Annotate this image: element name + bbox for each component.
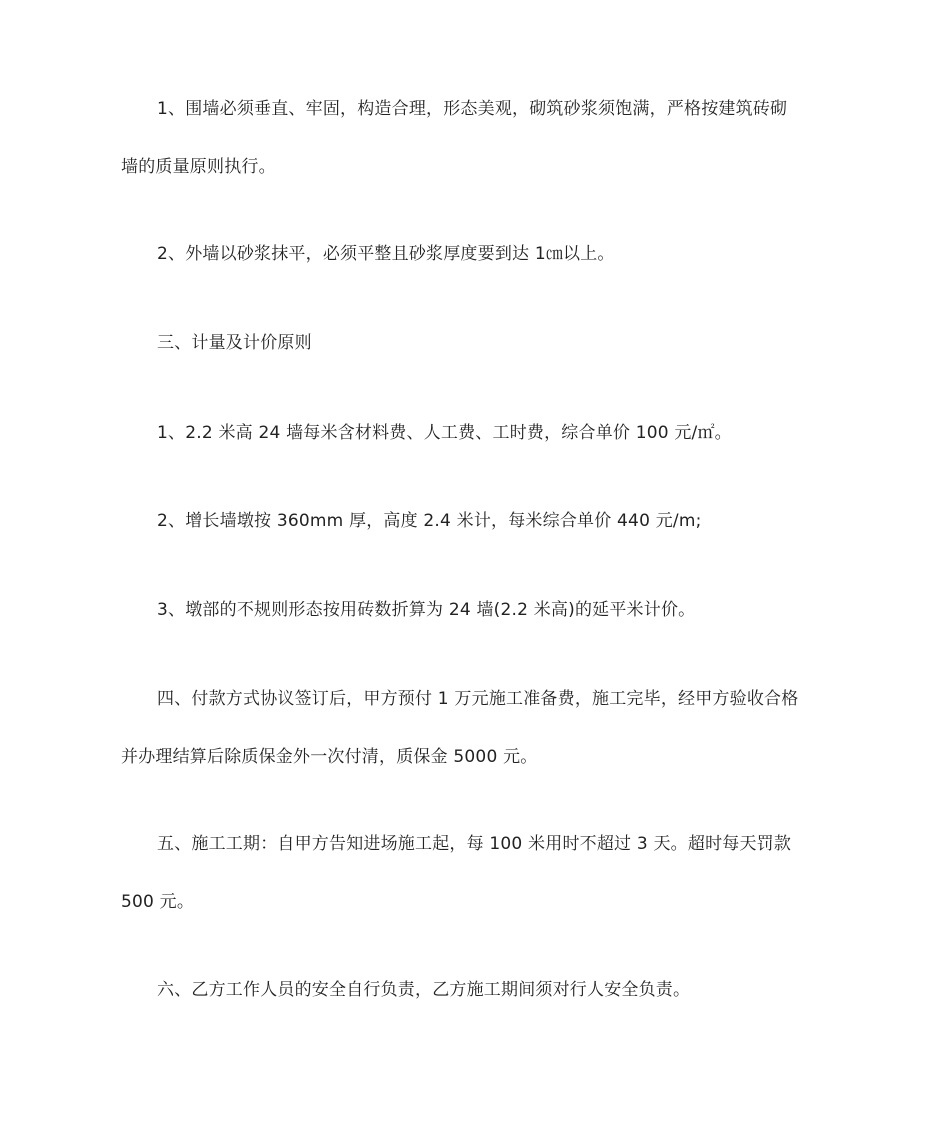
paragraph-line: 2、外墙以砂浆抹平，必须平整且砂浆厚度要到达 1㎝以上。 [157,244,615,264]
paragraph-line: 墙的质量原则执行。 [121,157,276,177]
paragraph-unit-price [121,404,833,462]
paragraph-line: 1、2.2 米高 24 墙每米含材料费、人工费、工时费，综合单价 100 元/㎡。 [157,423,732,443]
paragraph-construction-period [121,815,833,931]
paragraph-payment [121,670,833,786]
paragraph-line: 2、增长墙墩按 360mm 厚，高度 2.4 米计，每米综合单价 440 元/m; [157,511,702,531]
paragraph-line: 1、围墙必须垂直、牢固，构造合理，形态美观，砌筑砂浆须饱满，严格按建筑砖砌 [157,99,788,119]
section-heading-pricing [121,314,833,372]
paragraph-line: 3、墩部的不规则形态按用砖数折算为 24 墙(2.2 米高)的延平米计价。 [157,600,696,620]
paragraph-pier-price [121,492,833,550]
paragraph-safety [121,961,833,1019]
paragraph-line: 五、施工工期：自甲方告知进场施工起，每 100 米用时不超过 3 天。超时每天罚款 [157,834,792,854]
paragraph-line: 三、计量及计价原则 [157,333,312,353]
paragraph-line: 四、付款方式协议签订后，甲方预付 1 万元施工准备费，施工完毕，经甲方验收合格 [157,689,799,709]
paragraph-line: 并办理结算后除质保金外一次付清，质保金 5000 元。 [121,747,538,767]
paragraph-line: 六、乙方工作人员的安全自行负责，乙方施工期间须对行人安全负责。 [157,980,691,1000]
paragraph-plastering [121,225,833,283]
paragraph-line: 500 元。 [121,892,195,912]
paragraph-irregular-pier [121,581,833,639]
paragraph-wall-requirements [121,80,833,196]
